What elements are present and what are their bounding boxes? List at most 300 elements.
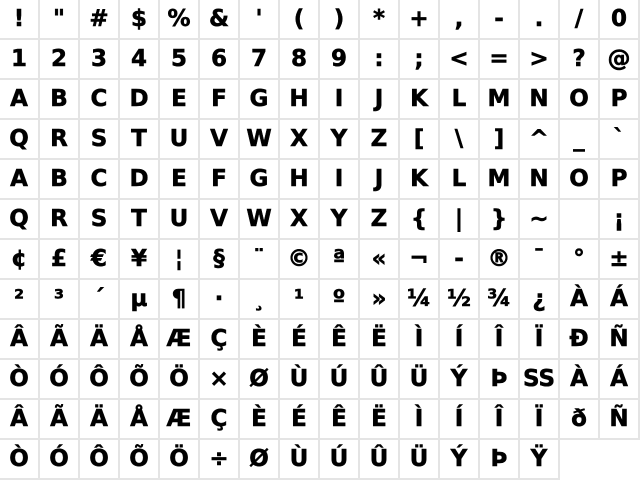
glyph: R: [50, 205, 68, 232]
glyph: ¿: [532, 285, 546, 312]
glyph: Ö: [169, 445, 189, 472]
glyph: Ý: [450, 365, 468, 392]
glyph: .: [534, 5, 544, 32]
glyph: Ô: [89, 445, 109, 472]
glyph-cell[interactable]: [440, 400, 480, 440]
glyph-cell[interactable]: [160, 360, 200, 400]
glyph-cell[interactable]: [120, 160, 160, 200]
glyph: C: [90, 165, 108, 192]
glyph-cell[interactable]: [560, 360, 600, 400]
glyph-cell[interactable]: [360, 200, 400, 240]
glyph-cell[interactable]: [520, 40, 560, 80]
glyph-cell[interactable]: [120, 40, 160, 80]
glyph-cell[interactable]: [120, 120, 160, 160]
glyph-cell[interactable]: [240, 40, 280, 80]
glyph: Z: [370, 205, 388, 232]
glyph-cell[interactable]: [240, 400, 280, 440]
glyph-cell[interactable]: [360, 0, 400, 40]
glyph: §: [213, 245, 225, 272]
glyph: Ÿ: [530, 445, 548, 472]
glyph: |: [454, 205, 464, 232]
glyph: Í: [454, 325, 464, 352]
glyph: A: [10, 85, 28, 112]
glyph: ): [333, 5, 345, 32]
glyph-cell[interactable]: [240, 360, 280, 400]
glyph-cell[interactable]: [520, 400, 560, 440]
glyph: G: [249, 165, 269, 192]
glyph-cell[interactable]: [320, 360, 360, 400]
glyph-cell[interactable]: [480, 240, 520, 280]
glyph: Ø: [249, 445, 269, 472]
glyph: 2: [50, 45, 67, 72]
glyph-cell[interactable]: [440, 360, 480, 400]
glyph-cell[interactable]: [80, 160, 120, 200]
glyph-cell[interactable]: [600, 400, 640, 440]
glyph-cell[interactable]: [280, 320, 320, 360]
glyph: G: [249, 85, 269, 112]
glyph: A: [10, 165, 28, 192]
glyph-cell[interactable]: [160, 320, 200, 360]
glyph: ]: [493, 125, 505, 152]
glyph-cell[interactable]: [120, 0, 160, 40]
glyph-cell[interactable]: [360, 80, 400, 120]
glyph: É: [291, 325, 307, 352]
glyph-cell[interactable]: [440, 440, 480, 480]
glyph-cell[interactable]: [400, 360, 440, 400]
glyph: ð: [571, 405, 587, 432]
glyph: Þ: [490, 365, 508, 392]
glyph-cell[interactable]: [80, 240, 120, 280]
glyph: @: [607, 45, 631, 72]
glyph: {: [410, 205, 428, 232]
glyph-cell[interactable]: [520, 360, 560, 400]
glyph-cell[interactable]: [480, 440, 520, 480]
glyph: Ô: [89, 365, 109, 392]
glyph: Q: [9, 125, 29, 152]
glyph-cell[interactable]: [360, 40, 400, 80]
glyph: _: [573, 125, 585, 152]
glyph-cell[interactable]: [80, 0, 120, 40]
glyph: Ó: [49, 365, 69, 392]
glyph: Ñ: [609, 405, 629, 432]
glyph: ×: [209, 365, 229, 392]
glyph-cell[interactable]: [80, 440, 120, 480]
glyph: ¦: [174, 245, 184, 272]
glyph-cell[interactable]: [400, 160, 440, 200]
glyph-cell[interactable]: [360, 320, 400, 360]
glyph: È: [251, 405, 267, 432]
glyph-cell[interactable]: [200, 0, 240, 40]
glyph: =: [489, 45, 509, 72]
glyph-cell[interactable]: [520, 280, 560, 320]
glyph-cell[interactable]: [40, 80, 80, 120]
glyph: S: [90, 125, 108, 152]
glyph-cell[interactable]: [0, 320, 40, 360]
glyph: \: [454, 125, 464, 152]
glyph: H: [289, 165, 309, 192]
glyph: ®: [487, 245, 511, 272]
glyph: Ì: [414, 405, 424, 432]
glyph-cell[interactable]: [400, 320, 440, 360]
glyph-cell[interactable]: [160, 200, 200, 240]
glyph: K: [410, 85, 428, 112]
glyph: £: [50, 245, 67, 272]
glyph: Ä: [90, 325, 108, 352]
glyph-cell[interactable]: [120, 360, 160, 400]
glyph-cell[interactable]: [80, 80, 120, 120]
glyph-cell[interactable]: [40, 120, 80, 160]
glyph-cell[interactable]: [520, 160, 560, 200]
glyph-cell[interactable]: [320, 160, 360, 200]
glyph-cell[interactable]: [240, 320, 280, 360]
glyph: ª: [332, 245, 346, 272]
glyph-cell[interactable]: [240, 80, 280, 120]
glyph: ^: [529, 125, 549, 152]
glyph-cell[interactable]: [240, 160, 280, 200]
glyph: Ü: [409, 445, 429, 472]
glyph-cell[interactable]: [240, 0, 280, 40]
glyph-cell[interactable]: [440, 0, 480, 40]
glyph-cell[interactable]: [400, 440, 440, 480]
glyph-cell[interactable]: [160, 40, 200, 80]
glyph: F: [211, 85, 227, 112]
glyph-cell[interactable]: [120, 240, 160, 280]
glyph-cell[interactable]: [600, 360, 640, 400]
glyph-cell[interactable]: [480, 280, 520, 320]
glyph-cell[interactable]: [440, 280, 480, 320]
glyph: P: [610, 165, 628, 192]
glyph: ~: [529, 205, 549, 232]
glyph: È: [251, 325, 267, 352]
glyph-cell[interactable]: [240, 240, 280, 280]
glyph-cell[interactable]: [200, 80, 240, 120]
glyph-cell[interactable]: [120, 80, 160, 120]
glyph: ±: [609, 245, 629, 272]
glyph-cell[interactable]: [320, 80, 360, 120]
glyph-cell[interactable]: [0, 0, 40, 40]
glyph: Z: [370, 125, 388, 152]
glyph-cell[interactable]: [480, 0, 520, 40]
glyph-cell[interactable]: [0, 240, 40, 280]
glyph-cell[interactable]: [240, 120, 280, 160]
glyph-cell[interactable]: [80, 280, 120, 320]
glyph-cell[interactable]: [560, 200, 600, 240]
glyph-cell[interactable]: [120, 280, 160, 320]
glyph-cell[interactable]: [40, 0, 80, 40]
glyph: ¢: [10, 245, 27, 272]
glyph-cell[interactable]: [560, 320, 600, 360]
glyph-cell[interactable]: [400, 40, 440, 80]
glyph: ¡: [613, 205, 625, 232]
glyph-cell[interactable]: [600, 320, 640, 360]
glyph-cell[interactable]: [320, 0, 360, 40]
glyph-cell[interactable]: [80, 40, 120, 80]
glyph: V: [210, 205, 228, 232]
glyph: E: [171, 165, 187, 192]
glyph-cell[interactable]: [480, 360, 520, 400]
glyph: ©: [287, 245, 311, 272]
glyph-cell[interactable]: [200, 240, 240, 280]
glyph-cell[interactable]: [440, 200, 480, 240]
glyph-cell[interactable]: [160, 0, 200, 40]
glyph: Æ: [166, 405, 192, 432]
glyph-cell[interactable]: [440, 320, 480, 360]
glyph: $: [130, 5, 147, 32]
glyph-cell[interactable]: [80, 320, 120, 360]
glyph-cell[interactable]: [360, 240, 400, 280]
glyph-cell[interactable]: [280, 200, 320, 240]
glyph-cell[interactable]: [320, 40, 360, 80]
glyph-cell[interactable]: [200, 360, 240, 400]
glyph-cell[interactable]: [560, 0, 600, 40]
glyph: %: [167, 5, 191, 32]
glyph: Ð: [569, 325, 589, 352]
glyph-cell[interactable]: [320, 320, 360, 360]
glyph-cell[interactable]: [320, 240, 360, 280]
glyph-cell[interactable]: [40, 240, 80, 280]
glyph-cell[interactable]: [40, 320, 80, 360]
glyph: N: [529, 85, 549, 112]
glyph-cell[interactable]: [280, 240, 320, 280]
glyph-cell[interactable]: [520, 200, 560, 240]
glyph-cell[interactable]: [200, 320, 240, 360]
glyph-cell[interactable]: [0, 80, 40, 120]
glyph-cell[interactable]: [280, 160, 320, 200]
glyph-cell[interactable]: [280, 400, 320, 440]
glyph-cell[interactable]: [280, 40, 320, 80]
glyph-cell[interactable]: [480, 160, 520, 200]
glyph-cell[interactable]: [0, 400, 40, 440]
glyph-cell[interactable]: [0, 120, 40, 160]
glyph-cell[interactable]: [600, 160, 640, 200]
glyph-cell[interactable]: [400, 400, 440, 440]
glyph: U: [169, 125, 189, 152]
glyph-cell[interactable]: [480, 120, 520, 160]
glyph-cell[interactable]: [40, 360, 80, 400]
glyph-cell[interactable]: [600, 200, 640, 240]
glyph: W: [246, 205, 272, 232]
glyph: F: [211, 165, 227, 192]
glyph-cell[interactable]: [560, 160, 600, 200]
glyph-cell[interactable]: [80, 360, 120, 400]
glyph-cell[interactable]: [400, 240, 440, 280]
glyph: Í: [454, 405, 464, 432]
glyph: Ï: [534, 325, 544, 352]
glyph-cell[interactable]: [40, 280, 80, 320]
glyph: Á: [610, 365, 628, 392]
glyph-cell[interactable]: [200, 200, 240, 240]
glyph-cell[interactable]: [40, 200, 80, 240]
glyph-cell[interactable]: [560, 400, 600, 440]
glyph-cell[interactable]: [160, 120, 200, 160]
glyph-cell[interactable]: [80, 120, 120, 160]
glyph-cell[interactable]: [200, 280, 240, 320]
glyph-cell[interactable]: [160, 440, 200, 480]
glyph-cell[interactable]: [200, 440, 240, 480]
glyph-cell[interactable]: [80, 400, 120, 440]
glyph-cell[interactable]: [120, 400, 160, 440]
glyph-cell[interactable]: [0, 360, 40, 400]
glyph-cell[interactable]: [440, 160, 480, 200]
glyph-cell[interactable]: [40, 400, 80, 440]
glyph-cell[interactable]: [240, 280, 280, 320]
glyph: `: [613, 125, 625, 152]
glyph-cell[interactable]: [440, 240, 480, 280]
glyph-cell[interactable]: [320, 120, 360, 160]
glyph-cell[interactable]: [480, 400, 520, 440]
glyph: Â: [10, 325, 28, 352]
glyph-cell[interactable]: [0, 160, 40, 200]
glyph: Y: [330, 125, 348, 152]
glyph: &: [208, 5, 230, 32]
glyph-cell[interactable]: [160, 160, 200, 200]
glyph-cell[interactable]: [280, 280, 320, 320]
glyph: Â: [10, 405, 28, 432]
glyph-cell[interactable]: [480, 200, 520, 240]
glyph-cell[interactable]: [40, 40, 80, 80]
glyph-cell[interactable]: [40, 160, 80, 200]
glyph-cell[interactable]: [600, 120, 640, 160]
glyph-cell[interactable]: [560, 40, 600, 80]
glyph: W: [246, 125, 272, 152]
glyph: ²: [13, 285, 25, 312]
glyph-cell[interactable]: [520, 0, 560, 40]
glyph-cell[interactable]: [600, 280, 640, 320]
glyph: K: [410, 165, 428, 192]
glyph: Ã: [50, 325, 68, 352]
glyph: Ò: [9, 365, 29, 392]
glyph: Ê: [331, 325, 347, 352]
glyph-cell[interactable]: [440, 80, 480, 120]
glyph-cell[interactable]: [440, 40, 480, 80]
glyph-cell[interactable]: [360, 360, 400, 400]
glyph-cell[interactable]: [520, 80, 560, 120]
glyph-cell[interactable]: [80, 200, 120, 240]
glyph: X: [290, 125, 308, 152]
glyph-cell[interactable]: [560, 80, 600, 120]
glyph-cell[interactable]: [480, 40, 520, 80]
glyph-cell[interactable]: [200, 160, 240, 200]
glyph-cell[interactable]: [400, 280, 440, 320]
glyph-cell[interactable]: [400, 200, 440, 240]
glyph-cell[interactable]: [560, 240, 600, 280]
glyph: ¶: [171, 285, 187, 312]
glyph: H: [289, 85, 309, 112]
glyph-cell[interactable]: [600, 240, 640, 280]
glyph-cell[interactable]: [280, 120, 320, 160]
glyph: Q: [9, 205, 29, 232]
glyph-cell[interactable]: [480, 320, 520, 360]
glyph-cell[interactable]: [560, 120, 600, 160]
glyph: Û: [369, 445, 389, 472]
glyph-cell[interactable]: [360, 120, 400, 160]
glyph: *: [372, 5, 386, 32]
glyph-cell[interactable]: [280, 0, 320, 40]
glyph-cell[interactable]: [200, 400, 240, 440]
glyph: µ: [130, 285, 148, 312]
glyph-cell[interactable]: [520, 320, 560, 360]
glyph: Ú: [329, 445, 349, 472]
glyph: N: [529, 165, 549, 192]
glyph: 0: [610, 5, 627, 32]
glyph-cell[interactable]: [120, 440, 160, 480]
glyph-cell[interactable]: [320, 400, 360, 440]
glyph: -: [494, 5, 504, 32]
glyph: M: [487, 85, 511, 112]
glyph-cell[interactable]: [200, 40, 240, 80]
glyph-cell[interactable]: [360, 440, 400, 480]
glyph-cell[interactable]: [520, 440, 560, 480]
glyph-cell[interactable]: [400, 120, 440, 160]
glyph-cell[interactable]: [480, 80, 520, 120]
glyph-cell[interactable]: [520, 240, 560, 280]
glyph: Ä: [90, 405, 108, 432]
glyph-cell[interactable]: [0, 200, 40, 240]
glyph-cell[interactable]: [0, 40, 40, 80]
glyph: ¾: [487, 285, 511, 312]
glyph-cell[interactable]: [120, 320, 160, 360]
glyph-cell[interactable]: [40, 440, 80, 480]
glyph-cell[interactable]: [160, 240, 200, 280]
glyph: >: [529, 45, 549, 72]
glyph-cell[interactable]: [280, 80, 320, 120]
glyph-cell[interactable]: [320, 200, 360, 240]
glyph-cell[interactable]: [160, 400, 200, 440]
glyph-cell[interactable]: [360, 160, 400, 200]
glyph-cell[interactable]: [320, 280, 360, 320]
glyph: ¨: [253, 245, 265, 272]
glyph-cell[interactable]: [400, 80, 440, 120]
glyph-cell[interactable]: [120, 200, 160, 240]
glyph-cell[interactable]: [560, 280, 600, 320]
glyph-cell[interactable]: [200, 120, 240, 160]
glyph: ÷: [209, 445, 229, 472]
glyph-cell[interactable]: [600, 80, 640, 120]
glyph: Å: [130, 405, 148, 432]
glyph: O: [569, 85, 589, 112]
glyph-cell[interactable]: [240, 440, 280, 480]
glyph: Á: [610, 285, 628, 312]
glyph-cell[interactable]: [0, 280, 40, 320]
glyph: ½: [447, 285, 471, 312]
glyph: 8: [290, 45, 307, 72]
glyph-cell[interactable]: [360, 400, 400, 440]
glyph: J: [374, 165, 384, 192]
glyph-cell[interactable]: [160, 280, 200, 320]
glyph: Ó: [49, 445, 69, 472]
glyph: :: [374, 45, 384, 72]
glyph-cell[interactable]: [0, 440, 40, 480]
glyph: Þ: [490, 445, 508, 472]
glyph-cell[interactable]: [320, 440, 360, 480]
glyph-cell[interactable]: [280, 360, 320, 400]
glyph-cell[interactable]: [520, 120, 560, 160]
glyph-cell[interactable]: [440, 120, 480, 160]
glyph: O: [569, 165, 589, 192]
glyph: 5: [170, 45, 187, 72]
glyph: U: [169, 205, 189, 232]
glyph: I: [334, 165, 344, 192]
glyph-cell[interactable]: [400, 0, 440, 40]
glyph: º: [332, 285, 346, 312]
glyph-cell[interactable]: [600, 40, 640, 80]
glyph-cell[interactable]: [160, 80, 200, 120]
glyph-cell[interactable]: [360, 280, 400, 320]
glyph-cell[interactable]: [240, 200, 280, 240]
glyph: Ï: [534, 405, 544, 432]
glyph-cell[interactable]: [280, 440, 320, 480]
glyph-cell[interactable]: [600, 0, 640, 40]
